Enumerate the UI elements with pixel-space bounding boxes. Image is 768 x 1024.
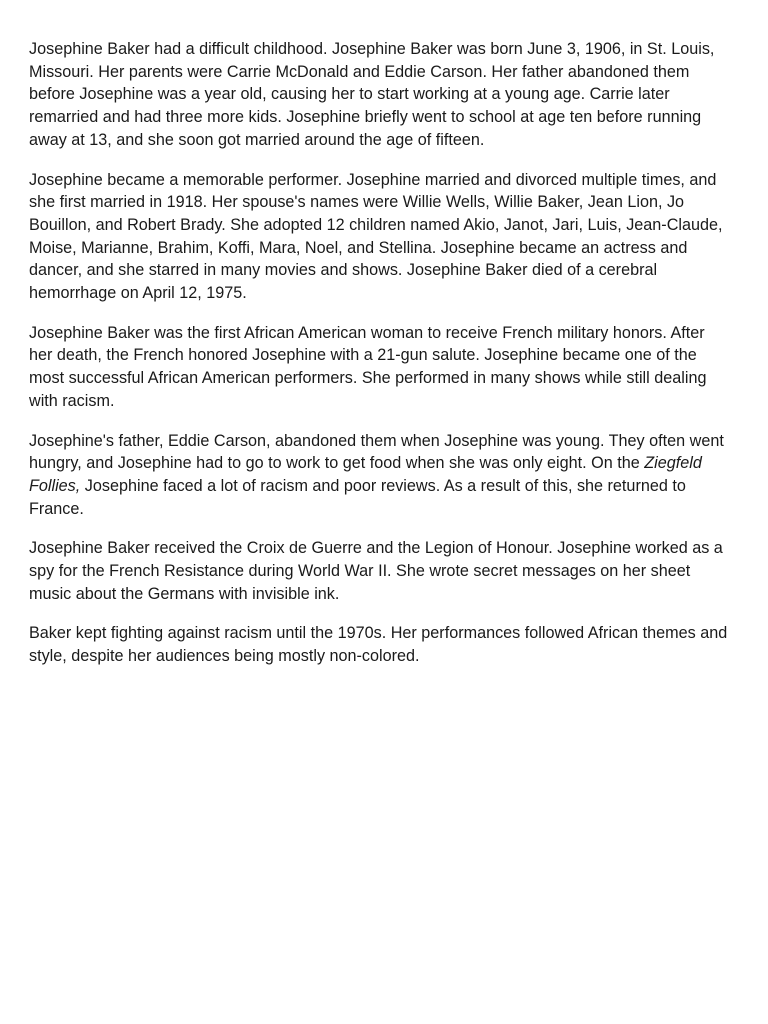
paragraph-fighting-racism: Baker kept fighting against racism until the 1970s. Her performances followed African themes and style, despite her audiences being mostly non-colored. [29,624,728,666]
paragraph-text-before: Josephine's father, Eddie Carson, abandoned them when Josephine was young. They often went hungry, and Josephine had to go to work to get food when she was only eight. On the [29,431,724,473]
paragraph-father-racism [29,430,728,521]
paragraph-text-after: Josephine faced a lot of racism and poor reviews. As a result of this, she returned to France. [29,476,686,518]
paragraph-resistance: Josephine Baker received the Croix de Guerre and the Legion of Honour. Josephine worked as a spy for the French Resistance during World War II. She wrote secret messages on her sheet music about the Germans with invisible ink. [29,539,723,603]
paragraph-childhood: Josephine Baker had a difficult childhood. Josephine Baker was born June 3, 1906, in St. Louis, Missouri. Her parents were Carrie McDonald and Eddie Carson. Her father abandoned them before Josephine was a year old, causing her to start working at a young age. Carrie later remarried and had three more kids. Josephine briefly went to school at age ten before running away at 13, and she soon got married around the age of fifteen. [29,40,715,149]
show-title-italic: Ziegfeld Follies, [29,454,702,495]
paragraph-military-honors: Josephine Baker was the first African American woman to receive French military honors. After her death, the French honored Josephine with a 21-gun salute. Josephine became one of the most successful African American performers. She performed in many shows while still dealing with racism. [29,323,707,410]
paragraph-performer: Josephine became a memorable performer. Josephine married and divorced multiple times, and she first married in 1918. Her spouse's names were Willie Wells, Willie Baker, Jean Lion, Jo Bouillon, and Robert Brady. She adopted 12 children named Akio, Janot, Jari, Luis, Jean-Claude, Moise, Marianne, Brahim, Koffi, Mara, Noel, and Stellina. Josephine became an actress and dancer, and she starred in many movies and shows. Josephine Baker died of a cerebral hemorrhage on April 12, 1975. [29,170,723,303]
